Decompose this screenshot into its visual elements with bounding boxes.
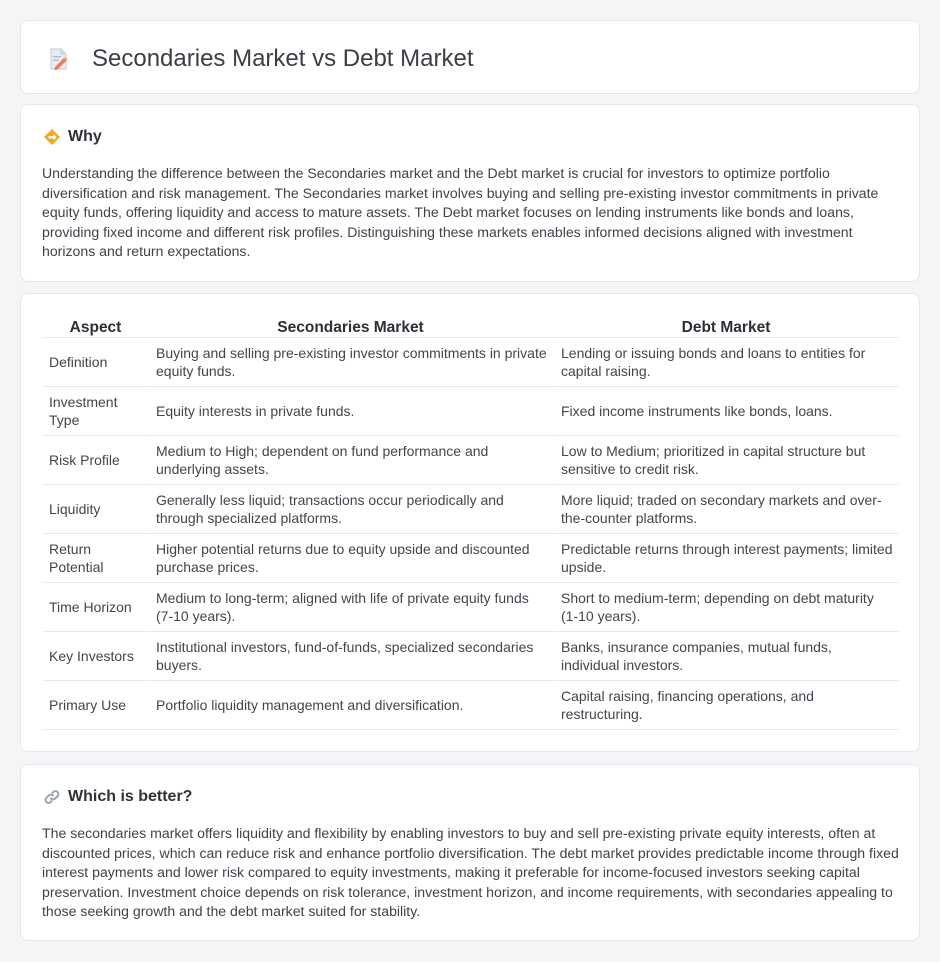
- column-header-debt: Debt Market: [553, 316, 899, 338]
- table-body: [43, 338, 899, 730]
- secondaries-cell: Medium to long-term; aligned with life of private equity funds (7-10 years).: [148, 583, 553, 632]
- aspect-cell: Return Potential: [43, 534, 148, 583]
- why-heading: [43, 127, 102, 147]
- aspect-cell: Key Investors: [43, 632, 148, 681]
- which-section: [20, 764, 920, 941]
- debt-cell: Capital raising, financing operations, and restructuring.: [553, 681, 899, 730]
- table-row: [43, 387, 899, 436]
- table-header-row: [43, 316, 899, 338]
- column-header-aspect: Aspect: [43, 316, 148, 338]
- which-text: The secondaries market offers liquidity and flexibility by enabling investors to buy and sell pre-existing private equity interests, often at discounted prices, which can reduce risk and enhance portfolio diversification. The debt market provides predictable income through fixed interest payments and lower risk compared to equity investments, making it preferable for income-focused investors seeking capital preservation. Investment choice depends on risk tolerance, investment horizon, and income requirements, with secondaries appealing to those seeking growth and the debt market suited for stability.: [42, 825, 899, 920]
- column-header-secondaries: Secondaries Market: [148, 316, 553, 338]
- table-row: [43, 534, 899, 583]
- which-heading: [43, 787, 192, 807]
- aspect-cell: Primary Use: [43, 681, 148, 730]
- debt-cell: Predictable returns through interest payments; limited upside.: [553, 534, 899, 583]
- table-row: [43, 485, 899, 534]
- secondaries-cell: Medium to High; dependent on fund performance and underlying assets.: [148, 436, 553, 485]
- which-heading-label: Which is better?: [68, 788, 193, 805]
- table-row: [43, 338, 899, 387]
- secondaries-cell: Generally less liquid; transactions occur periodically and through specialized platforms.: [148, 485, 553, 534]
- debt-cell: Low to Medium; prioritized in capital structure but sensitive to credit risk.: [553, 436, 899, 485]
- debt-cell: Short to medium-term; depending on debt maturity (1-10 years).: [553, 583, 899, 632]
- secondaries-cell: Portfolio liquidity management and diversification.: [148, 681, 553, 730]
- comparison-table-card: [20, 293, 920, 752]
- page-title: Secondaries Market vs Debt Market: [92, 45, 474, 72]
- diamond-direction-icon: [43, 128, 61, 146]
- aspect-cell: Time Horizon: [43, 583, 148, 632]
- secondaries-cell: Equity interests in private funds.: [148, 387, 553, 436]
- link-icon: [43, 788, 61, 806]
- debt-cell: More liquid; traded on secondary markets and over-the-counter platforms.: [553, 485, 899, 534]
- debt-cell: Lending or issuing bonds and loans to entities for capital raising.: [553, 338, 899, 387]
- why-text: Understanding the difference between the Secondaries market and the Debt market is crucial for investors to optimize portfolio diversification and risk management. The Secondaries market involves buying and selling pre-existing investor commitments in private equity funds, offering liquidity and access to mature assets. The Debt market focuses on lending instruments like bonds and loans, providing fixed income and different risk profiles. Distinguishing these markets enables informed decisions aligned with investment horizons and return expectations.: [42, 165, 879, 260]
- table-row: [43, 632, 899, 681]
- why-section: [20, 104, 920, 282]
- table-row: [43, 681, 899, 730]
- header-card: [20, 20, 920, 94]
- aspect-cell: Risk Profile: [43, 436, 148, 485]
- secondaries-cell: Institutional investors, fund-of-funds, specialized secondaries buyers.: [148, 632, 553, 681]
- secondaries-cell: Buying and selling pre-existing investor commitments in private equity funds.: [148, 338, 553, 387]
- aspect-cell: Liquidity: [43, 485, 148, 534]
- aspect-cell: Definition: [43, 338, 148, 387]
- comparison-table: [43, 316, 899, 730]
- table-row: [43, 436, 899, 485]
- secondaries-cell: Higher potential returns due to equity upside and discounted purchase prices.: [148, 534, 553, 583]
- debt-cell: Fixed income instruments like bonds, loans.: [553, 387, 899, 436]
- aspect-cell: Investment Type: [43, 387, 148, 436]
- table-row: [43, 583, 899, 632]
- document-pencil-icon: [46, 47, 70, 71]
- why-heading-label: Why: [68, 128, 102, 145]
- debt-cell: Banks, insurance companies, mutual funds, individual investors.: [553, 632, 899, 681]
